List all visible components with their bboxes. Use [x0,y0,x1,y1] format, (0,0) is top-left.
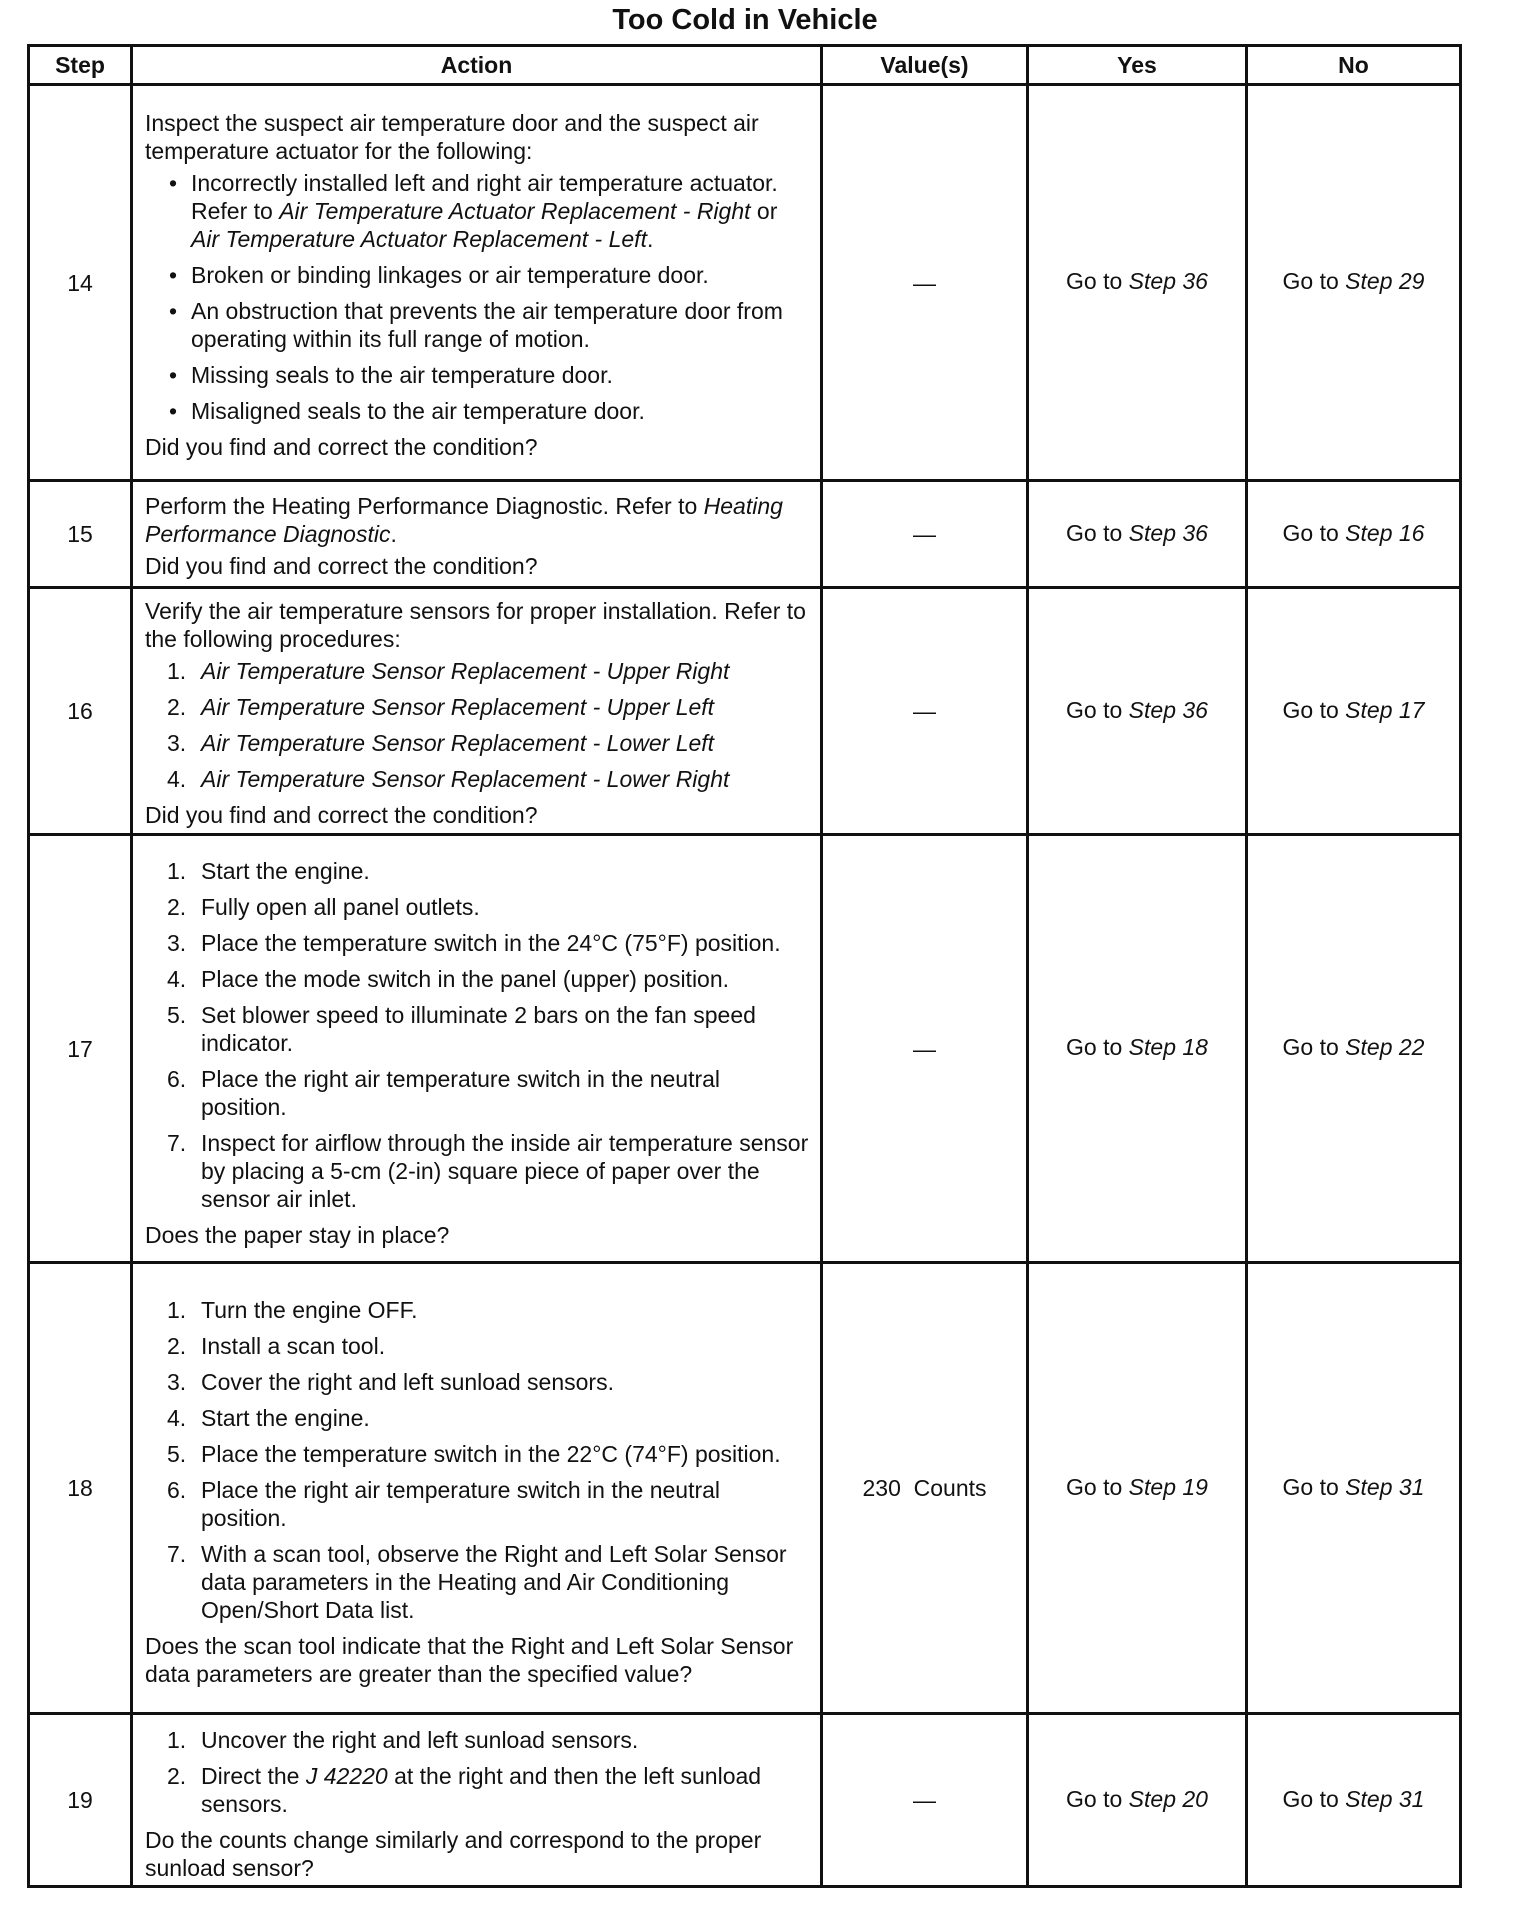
action-question: Does the scan tool indicate that the Right and Left Solar Sensor data parameters are greater than the specified value? [145,1633,794,1687]
item-text: Uncover the right and left sunload sensors. [201,1727,639,1753]
numbered-item [167,1540,810,1624]
yes-target-step: Step 36 [1128,696,1208,723]
bullet-item: • Incorrectly installed left and right air temperature actuator. Refer to Air Temperature Actuator Replacement - Right or Air Temperature Actuator Replacement - Left. [167,169,810,253]
numbered-item [167,1001,810,1057]
item-number: 4. [167,1405,187,1431]
item-text: Inspect for airflow through the inside air temperature sensor by placing a 5-cm (2-in) square piece of paper over the sensor air inlet. [201,1129,809,1212]
table-row [29,835,1461,1263]
item-text: Place the right air temperature switch in the neutral position. [201,1065,721,1120]
item-number: 1. [167,658,187,684]
yes-target-step: Step 36 [1128,519,1208,546]
yes-target-step: Step 18 [1128,1034,1208,1060]
yes-cell [1028,481,1247,588]
action-intro: Verify the air temperature sensors for proper installation. Refer to the following procedures: [145,598,806,652]
step-number: 19 [29,1714,132,1887]
yes-cell [1028,85,1247,481]
item-number: 2. [167,893,187,920]
action-cell [132,588,822,835]
item-text: Place the temperature switch in the 22°C (74°F) position. [201,1441,781,1467]
item-text: Air Temperature Sensor Replacement - Upper Left [201,694,715,720]
item-number: 6. [167,1065,187,1092]
bullet-item: • An obstruction that prevents the air temperature door from operating within its full range of motion. [167,297,810,353]
yes-cell [1028,588,1247,835]
no-target-step: Step 17 [1345,696,1425,723]
step-number: 18 [29,1263,132,1714]
bullet-item: • Broken or binding linkages or air temperature door. [167,261,810,289]
item-number: 5. [167,1441,187,1467]
value-cell: — [822,588,1028,835]
item-number: 2. [167,1333,187,1359]
column-header-values: Value(s) [822,46,1028,85]
value-cell: — [822,1714,1028,1887]
numbered-item [167,1065,810,1121]
item-number: 1. [167,857,187,884]
action-intro: Perform the Heating Performance Diagnostic. Refer to Heating Performance Diagnostic. [145,493,783,547]
step-number: 14 [29,85,132,481]
item-number: 4. [167,965,187,992]
numbered-item [167,857,810,885]
item-number: 7. [167,1129,187,1156]
no-cell [1247,588,1461,835]
item-number: 3. [167,730,187,756]
yes-target-step: Step 19 [1128,1473,1208,1500]
item-text: Start the engine. [201,857,370,884]
go-to-prefix: Go to [1066,1034,1123,1060]
value-cell: — [822,481,1028,588]
item-text: Place the mode switch in the panel (upper) position. [201,965,730,992]
action-cell [132,481,822,588]
item-text: Air Temperature Sensor Replacement - Lower Left [201,730,715,756]
yes-cell [1028,835,1247,1263]
bullet-item: • Misaligned seals to the air temperature door. [167,397,810,425]
go-to-prefix: Go to [1066,696,1123,723]
numbered-item [167,1332,810,1360]
yes-cell [1028,1263,1247,1714]
numbered-item [167,1404,810,1432]
item-text: Turn the engine OFF. [201,1297,418,1323]
table-row [29,85,1461,481]
step-number: 15 [29,481,132,588]
numbered-item [167,893,810,921]
go-to-prefix: Go to [1066,1473,1123,1500]
numbered-item [167,729,810,757]
no-target-step: Step 22 [1345,1034,1425,1060]
numbered-item [167,1440,810,1468]
numbered-item [167,1129,810,1213]
action-question: Does the paper stay in place? [145,1221,450,1248]
item-text: Place the right air temperature switch in the neutral position. [201,1477,721,1531]
column-header-no: No [1247,46,1461,85]
numbered-list [145,857,810,1213]
action-intro: Inspect the suspect air temperature door and the suspect air temperature actuator for the following: [145,109,759,164]
numbered-item [167,765,810,793]
action-question: Did you find and correct the condition? [145,802,538,828]
table-row [29,588,1461,835]
numbered-item [167,1726,810,1754]
item-text: With a scan tool, observe the Right and Left Solar Sensor data parameters in the Heating and Air Conditioning Open/Short Data list. [201,1541,787,1623]
item-number: 2. [167,1763,187,1789]
item-number: 2. [167,694,187,720]
diagnostic-table [27,44,1462,1888]
item-number: 7. [167,1541,187,1567]
item-number: 1. [167,1297,187,1323]
column-header-step: Step [29,46,132,85]
action-question: Did you find and correct the condition? [145,553,538,579]
action-question: Did you find and correct the condition? [145,433,538,460]
value-cell: — [822,85,1028,481]
numbered-item [167,965,810,993]
go-to-prefix: Go to [1282,1473,1339,1500]
item-text: Cover the right and left sunload sensors. [201,1369,614,1395]
step-number: 17 [29,835,132,1263]
item-number: 5. [167,1001,187,1028]
action-question: Do the counts change similarly and correspond to the proper sunload sensor? [145,1827,762,1881]
go-to-prefix: Go to [1282,519,1339,546]
item-number: 6. [167,1477,187,1503]
numbered-item [167,1368,810,1396]
column-header-action: Action [132,46,822,85]
item-text: Set blower speed to illuminate 2 bars on the fan speed indicator. [201,1001,756,1056]
go-to-prefix: Go to [1282,268,1339,294]
numbered-list [145,1726,810,1818]
value-cell: 230 Counts [822,1263,1028,1714]
no-target-step: Step 16 [1345,519,1425,546]
numbered-list [145,657,810,793]
bullet-list [145,169,810,425]
item-text: Fully open all panel outlets. [201,893,480,920]
item-text: Place the temperature switch in the 24°C (75°F) position. [201,929,781,956]
go-to-prefix: Go to [1282,1785,1339,1812]
table-row [29,1263,1461,1714]
go-to-prefix: Go to [1282,696,1339,723]
column-header-yes: Yes [1028,46,1247,85]
numbered-item [167,693,810,721]
go-to-prefix: Go to [1066,519,1123,546]
numbered-item [167,1762,810,1818]
item-text: Direct the J 42220 at the right and then the left sunload sensors. [201,1763,762,1817]
item-text: Start the engine. [201,1405,370,1431]
item-number: 3. [167,929,187,956]
step-number: 16 [29,588,132,835]
no-target-step: Step 31 [1345,1785,1425,1812]
action-cell [132,1263,822,1714]
go-to-prefix: Go to [1066,268,1123,294]
item-text: Air Temperature Sensor Replacement - Upper Right [201,658,730,684]
item-number: 3. [167,1369,187,1395]
action-cell [132,1714,822,1887]
action-cell [132,85,822,481]
no-cell [1247,481,1461,588]
no-target-step: Step 29 [1345,268,1425,294]
no-cell [1247,1714,1461,1887]
no-target-step: Step 31 [1345,1473,1425,1500]
item-number: 1. [167,1727,187,1753]
table-row [29,481,1461,588]
value-cell: — [822,835,1028,1263]
yes-target-step: Step 20 [1128,1785,1208,1812]
numbered-item [167,657,810,685]
numbered-item [167,1296,810,1324]
yes-cell [1028,1714,1247,1887]
no-cell [1247,1263,1461,1714]
item-text: Install a scan tool. [201,1333,386,1359]
no-cell [1247,85,1461,481]
table-row [29,1714,1461,1887]
numbered-item [167,929,810,957]
page-title: Too Cold in Vehicle [612,4,878,36]
no-cell [1247,835,1461,1263]
go-to-prefix: Go to [1282,1034,1339,1060]
yes-target-step: Step 36 [1128,268,1208,294]
bullet-item: • Missing seals to the air temperature door. [167,361,810,389]
action-cell [132,835,822,1263]
item-number: 4. [167,766,187,792]
numbered-item [167,1476,810,1532]
item-text: Air Temperature Sensor Replacement - Lower Right [201,766,730,792]
numbered-list [145,1296,810,1624]
go-to-prefix: Go to [1066,1785,1123,1812]
table-header-row [29,46,1461,85]
